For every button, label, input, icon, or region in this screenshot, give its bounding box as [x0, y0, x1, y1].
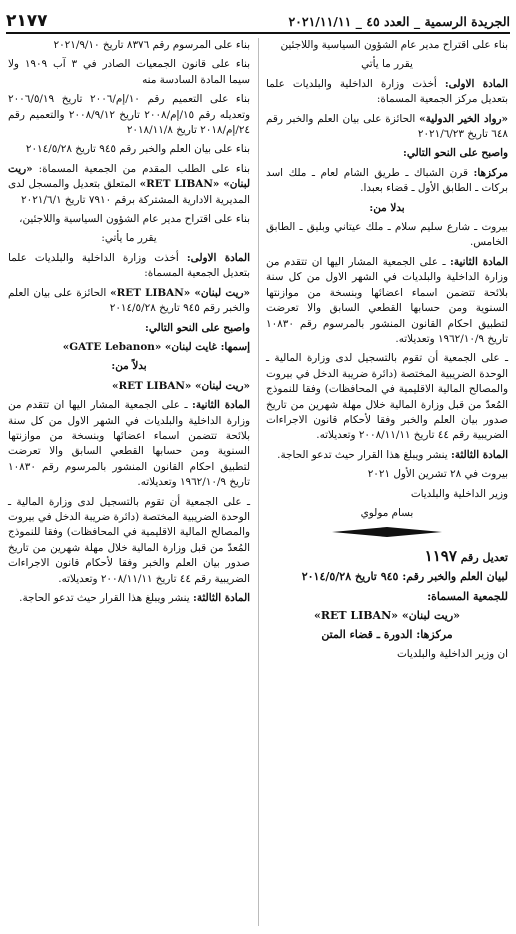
- column-divider: [258, 38, 259, 926]
- left-column: [8, 38, 250, 926]
- association-line: [266, 112, 508, 143]
- preamble-decree: بناء على المرسوم رقم ٨٣٧٦ تاريخ ٢٠٢١/٩/١٠: [53, 39, 250, 51]
- article-1-left: [8, 251, 250, 282]
- article-3: [266, 448, 508, 463]
- association-line-left: [8, 286, 250, 317]
- request-details: المتعلق بتعديل والمسجل لدى المديرية الادارية المشتركة برقم ٧٩١٠ تاريخ ٢٠٢١/٦/١: [8, 178, 250, 206]
- amendment-association-label: للجمعية المسماة:: [427, 589, 508, 603]
- instead-heading-left: بدلاً من:: [111, 360, 147, 373]
- amendment-label: تعديل رقم: [460, 550, 508, 564]
- amendment-reference: لبيان العلم والخبر رقم: ٩٤٥ تاريخ ٢٠١٤/٥/٢٨: [301, 570, 508, 584]
- preamble-circular: بناء على التعميم رقم ١٠/إم/٢٠٠٦ تاريخ ٢٠٠٦/٥/١٩ وتعديله رقم ١٥/إم/٢٠٠٨ تاريخ ٢٠٠٨/٩/١٢ والتعميم رقم ٢٤/إم/٢٠١٨ تاريخ ٢٠١٨/١١/٨: [8, 93, 250, 137]
- decides-heading-left: يقرر ما يأتي:: [101, 232, 157, 245]
- center-label: مركزها:: [473, 166, 508, 179]
- article-3-text: ينشر ويبلغ هذا القرار حيث تدعو الحاجة.: [277, 448, 452, 461]
- ornament-divider: [266, 527, 508, 542]
- became-heading: واصبح على النحو التالي:: [402, 147, 508, 160]
- name-label: إسمها:: [220, 340, 250, 353]
- became-heading-left: واصبح على النحو التالي:: [144, 321, 250, 334]
- article-2-tax: ـ على الجمعية أن تقوم بالتسجيل لدى وزارة المالية ـ الوحدة الضريبية المختصة (دائرة ضريبة الدخل في بيروت والمصالح المالية الاقليمية في المحافظات) وفقا للنموذج المُعدّ من قبل وزارة المالية خلال مهلة شهرين من تاريخ صدور بيان العلم والخبر وفقا لأحكام قانون الاجراءات الضريبية رقم ٤٤ تاريخ ٢٠٠٨/١١/١١ وتعديلاته.: [266, 352, 508, 442]
- minister-title: وزير الداخلية والبلديات: [410, 487, 508, 500]
- article-1-text-left: أخذت وزارة الداخلية والبلديات علما بتعديل الجمعية المسماة:: [8, 251, 250, 280]
- amendment-heading: [266, 546, 508, 565]
- request-intro: بناء على الطلب المقدم من الجمعية المسماة:: [32, 162, 250, 175]
- center-text: قرن الشباك ـ طريق الشام لعام ـ ملك اسد بركات ـ الطابق الأول ـ قضاء بعبدا.: [266, 166, 508, 195]
- article-2-left: [8, 398, 250, 490]
- amendment-center: مركزها: الدورة ـ قضاء المتن: [321, 628, 453, 642]
- instead-text: بيروت ـ شارع سليم سلام ـ ملك عيتاني وبليق ـ الطابق الخامس.: [266, 221, 508, 249]
- page-number: ٢١٧٧: [6, 11, 48, 31]
- instead-text-left: «ريت لبنان» «RET LIBAN»: [112, 379, 250, 392]
- right-column: [266, 38, 508, 926]
- article-1-label: المادة الاولى:: [444, 77, 508, 90]
- name-text: غايت لبنان» «GATE Lebanon»: [62, 340, 221, 353]
- article-2-text: ـ على الجمعية المشار اليها ان تتقدم من وزارة الداخلية والبلديات في الشهر الاول من كل سنة بلائحة تتضمن اسماء اعضائها وبنسخة من موازنتها السنوية ومن حسابها القطعي السابق والا تعرضت لتطبيق احكام القانون المنشور بالمرسوم رقم ١٠٨٣٠ تاريخ ١٩٦٢/١٠/٩ وتعديلاته.: [266, 255, 508, 345]
- article-2: [266, 255, 508, 347]
- association-name-left: «ريت لبنان» «RET LIBAN»: [110, 286, 250, 299]
- association-details: الحائزة على بيان العلم والخبر رقم ٦٤٨ تاريخ ٢٠٢١/٦/٢٣: [266, 112, 508, 141]
- article-2-text-left: ـ على الجمعية المشار اليها ان تتقدم من وزارة الداخلية والبلديات في الشهر الاول من كل سنة بلائحة تتضمن اسماء اعضائها وبنسخة من موازنتها السنوية ومن حسابها القطعي السابق والا تعرضت لتطبيق احكام القانون المنشور بالمرسوم رقم ١٠٨٣٠ تاريخ ١٩٦٢/١٠/٩ وتعديلاته.: [8, 399, 250, 489]
- minister-name: بسام مولوي: [360, 506, 414, 519]
- article-3-left: [8, 591, 250, 606]
- amendment-minister: ان وزير الداخلية والبلديات: [397, 647, 508, 660]
- article-2-tax-left: ـ على الجمعية أن تقوم بالتسجيل لدى وزارة المالية ـ الوحدة الضريبية المختصة (دائرة ضريبة الدخل في بيروت والمصالح المالية الاقليمية في المحافظات) وفقا للنموذج المُعدّ من قبل وزارة المالية خلال مهلة شهرين من تاريخ صدور بيان العلم والخبر وفقا لأحكام قانون الاجراءات الضريبية رقم ٤٤ تاريخ ٢٠٠٨/١١/١١ وتعديلاته.: [8, 495, 250, 585]
- decides-heading: يقرر ما يأتي: [361, 58, 413, 71]
- instead-heading: بدلا من:: [369, 201, 405, 214]
- association-name: «رواد الخير الدولية»: [419, 112, 508, 125]
- article-1: [266, 77, 508, 108]
- article-3-label: المادة الثالثة:: [451, 448, 508, 461]
- page-header: [6, 6, 510, 34]
- article-2-label-left: المادة الثانية:: [192, 399, 250, 412]
- association-details-left: الحائزة على بيان العلم والخبر رقم ٩٤٥ تاريخ ٢٠١٤/٥/٢٨: [8, 286, 250, 315]
- preamble-statement: بناء على بيان العلم والخبر رقم ٩٤٥ تاريخ ٢٠١٤/٥/٢٨: [25, 143, 250, 156]
- gazette-title: الجريدة الرسمية _ العدد ٤٥ _ ٢٠٢١/١١/١١: [288, 14, 510, 29]
- amendment-number: ١١٩٧: [424, 546, 457, 565]
- preamble: بناء على اقتراح مدير عام الشؤون السياسية واللاجئين: [280, 39, 508, 51]
- article-2-label: المادة الثانية:: [450, 255, 508, 268]
- name-line: [8, 340, 250, 355]
- preamble-law: بناء على قانون الجمعيات الصادر في ٣ آب ١٩٠٩ ولا سيما المادة السادسة منه: [8, 58, 251, 86]
- request-association: «ريت لبنان» «RET LIBAN»: [8, 162, 250, 191]
- preamble-request: [8, 162, 250, 208]
- ornament-icon: [332, 527, 442, 537]
- article-3-label-left: المادة الثالثة:: [193, 592, 250, 604]
- preamble-proposal: بناء على اقتراح مدير عام الشؤون السياسية واللاجئين،: [19, 213, 250, 226]
- amendment-association-name: «ريت لبنان» «RET LIBAN»: [313, 609, 461, 622]
- article-1-label-left: المادة الاولى:: [186, 251, 250, 264]
- center-line: [266, 166, 508, 197]
- place-date: بيروت في ٢٨ تشرين الأول ٢٠٢١: [367, 468, 508, 481]
- article-3-text-left: ينشر ويبلغ هذا القرار حيث تدعو الحاجة.: [19, 592, 194, 604]
- article-1-text: أخذت وزارة الداخلية والبلديات علما بتعديل مركز الجمعية المسماة:: [266, 77, 508, 106]
